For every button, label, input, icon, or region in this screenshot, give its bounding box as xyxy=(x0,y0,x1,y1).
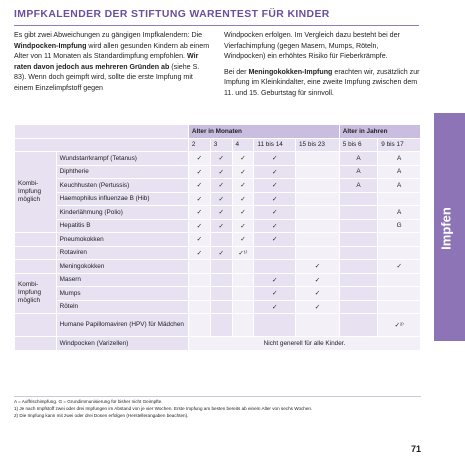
intro-text-r2c: erachten wir, zusätzlich zur Impfung im Kleinkindalter, eine zweite Impfung zwischen dem 11. und 15. Geburtstag für sinnvoll. xyxy=(224,67,420,97)
vaccine-name: Wundstarrkrampf (Tetanus) xyxy=(57,152,188,165)
schedule-cell xyxy=(340,287,378,300)
schedule-cell: ✓ xyxy=(189,193,210,206)
vaccine-name: Hepatitis B xyxy=(57,220,188,233)
schedule-cell: ✓ xyxy=(233,206,254,219)
schedule-cell: G xyxy=(378,220,420,233)
schedule-cell: ✓ xyxy=(189,179,210,192)
schedule-cell xyxy=(296,179,339,192)
vaccine-name: Keuchhusten (Pertussis) xyxy=(57,179,188,192)
footnote-legend: A = Auffrischimpfung. G = Grundimmunisierung für bisher nicht Geimpfte. xyxy=(14,399,163,404)
intro-paragraph-right-1: Windpocken erfolgen. Im Vergleich dazu besteht bei der Vierfachimpfung (gegen Masern, Mumps, Röteln, Windpocken) ein erhöhtes Risiko für Fieberkrämpfe. xyxy=(224,31,400,61)
header-blank xyxy=(15,125,188,138)
schedule-cell xyxy=(189,301,210,314)
schedule-cell xyxy=(211,314,232,336)
schedule-cell xyxy=(378,274,420,287)
schedule-cell: A xyxy=(378,166,420,179)
schedule-cell xyxy=(378,247,420,260)
schedule-cell: ✓ xyxy=(189,206,210,219)
schedule-cell xyxy=(378,233,420,246)
schedule-cell: ✓ xyxy=(189,220,210,233)
schedule-cell xyxy=(233,314,254,336)
schedule-cell: ✓ xyxy=(254,193,295,206)
schedule-cell: ✓ xyxy=(296,274,339,287)
schedule-cell: ✓ xyxy=(211,220,232,233)
schedule-cell xyxy=(340,301,378,314)
schedule-cell: ✓ xyxy=(233,220,254,233)
schedule-cell xyxy=(340,193,378,206)
schedule-cell: ✓ xyxy=(233,233,254,246)
page-number: 71 xyxy=(410,444,421,454)
schedule-cell xyxy=(254,314,295,336)
schedule-cell xyxy=(211,260,232,273)
schedule-cell: ✓ xyxy=(211,179,232,192)
group-blank xyxy=(15,314,56,336)
schedule-cell: A xyxy=(340,179,378,192)
vaccine-name: Rotaviren xyxy=(57,247,188,260)
table-row xyxy=(15,179,420,192)
col-header: 2 xyxy=(189,139,210,152)
table-row xyxy=(15,206,420,219)
schedule-cell xyxy=(340,233,378,246)
schedule-cell: ✓ xyxy=(254,166,295,179)
table-row xyxy=(15,337,420,350)
group-blank xyxy=(15,337,56,350)
schedule-cell: ✓ xyxy=(296,287,339,300)
schedule-cell: ✓ xyxy=(296,260,339,273)
schedule-cell: ✓ xyxy=(254,206,295,219)
schedule-cell: A xyxy=(340,152,378,165)
schedule-cell xyxy=(233,301,254,314)
schedule-cell xyxy=(233,260,254,273)
schedule-cell: ✓ xyxy=(296,301,339,314)
schedule-cell xyxy=(211,301,232,314)
subheader-blank xyxy=(15,139,188,152)
schedule-cell: A xyxy=(378,152,420,165)
table-row xyxy=(15,301,420,314)
table-row xyxy=(15,233,420,246)
group-blank xyxy=(15,260,56,273)
schedule-cell: ✓ xyxy=(233,152,254,165)
group-blank xyxy=(15,247,56,260)
col-header: 5 bis 6 xyxy=(340,139,378,152)
schedule-cell: ✓ xyxy=(254,301,295,314)
table-row xyxy=(15,274,420,287)
intro-paragraph-right-2 xyxy=(224,67,420,99)
footnote-rule xyxy=(14,396,421,397)
schedule-cell: A xyxy=(340,166,378,179)
col-header: 15 bis 23 xyxy=(296,139,339,152)
schedule-cell xyxy=(340,247,378,260)
vaccine-name: Pneumokokken xyxy=(57,233,188,246)
vaccine-name: Masern xyxy=(57,274,188,287)
schedule-cell xyxy=(296,233,339,246)
schedule-cell xyxy=(340,206,378,219)
vaccine-name: Diphtherie xyxy=(57,166,188,179)
schedule-cell xyxy=(296,314,339,336)
title-rule xyxy=(14,25,419,26)
intro-text-b: Windpocken-Impfung xyxy=(14,41,87,50)
schedule-cell: ✓ xyxy=(211,166,232,179)
schedule-cell: ✓ xyxy=(254,179,295,192)
schedule-cell: ✓ xyxy=(189,247,210,260)
intro-text-d: Wir raten davon jedoch aus mehreren Gründen ab xyxy=(14,52,199,71)
footnote-2: 2) Die Impfung kann mit zwei oder drei Dosen erfolgen (Herstellerangaben beachten). xyxy=(14,413,189,419)
schedule-cell xyxy=(189,260,210,273)
vaccine-note: Nicht generell für alle Kinder. xyxy=(189,337,420,350)
vaccine-name: Haemophilus influenzae B (Hib) xyxy=(57,193,188,206)
schedule-cell: ✓ xyxy=(211,247,232,260)
table-row xyxy=(15,247,420,260)
schedule-cell xyxy=(378,193,420,206)
schedule-cell: ✓ xyxy=(211,152,232,165)
table-row xyxy=(15,220,420,233)
intro-text-r2b: Meningokokken-Impfung xyxy=(248,67,333,76)
schedule-cell: ✓ xyxy=(189,152,210,165)
group-blank xyxy=(15,233,56,246)
schedule-cell xyxy=(340,314,378,336)
schedule-cell xyxy=(189,274,210,287)
schedule-cell xyxy=(340,260,378,273)
page-title: IMPFKALENDER DER STIFTUNG WARENTEST FÜR KINDER xyxy=(14,9,330,20)
intro-text-a: Es gibt zwei Abweichungen zu gängigen Impfkalendern: Die xyxy=(14,31,203,39)
schedule-cell: ✓ xyxy=(189,166,210,179)
group-label: Kombi-Impfung möglich xyxy=(15,152,56,232)
schedule-cell xyxy=(340,220,378,233)
header-months: Alter in Monaten xyxy=(189,125,339,138)
vaccination-table xyxy=(14,124,421,351)
schedule-cell xyxy=(296,152,339,165)
table-row xyxy=(15,193,420,206)
table-row xyxy=(15,287,420,300)
schedule-cell: ✓ xyxy=(254,233,295,246)
schedule-cell xyxy=(296,220,339,233)
schedule-cell xyxy=(233,274,254,287)
vaccine-name: Röteln xyxy=(57,301,188,314)
schedule-cell: ✓ xyxy=(254,274,295,287)
schedule-cell xyxy=(189,314,210,336)
schedule-cell: ✓ xyxy=(211,193,232,206)
schedule-cell xyxy=(233,287,254,300)
vaccine-name: Windpocken (Varizellen) xyxy=(57,337,188,350)
table-row xyxy=(15,152,420,165)
vaccine-name: Humane Papillomaviren (HPV) für Mädchen xyxy=(57,314,188,336)
schedule-cell xyxy=(340,274,378,287)
schedule-cell: ✓ xyxy=(254,152,295,165)
col-header: 9 bis 17 xyxy=(378,139,420,152)
schedule-cell xyxy=(211,287,232,300)
schedule-cell: ✓ xyxy=(254,220,295,233)
schedule-cell: ✓ xyxy=(233,193,254,206)
group-label: Kombi-Impfung möglich xyxy=(15,274,56,314)
schedule-cell: ✓²⁾ xyxy=(378,314,420,336)
section-side-tab-label: Impfen xyxy=(438,207,454,250)
intro-right-column xyxy=(224,30,420,104)
schedule-cell xyxy=(254,247,295,260)
col-header: 11 bis 14 xyxy=(254,139,295,152)
intro-text-r2a: Bei der xyxy=(224,67,249,76)
schedule-cell xyxy=(296,166,339,179)
schedule-cell: ✓ xyxy=(233,179,254,192)
schedule-cell xyxy=(296,206,339,219)
schedule-cell xyxy=(211,233,232,246)
schedule-cell xyxy=(378,301,420,314)
schedule-cell: ✓ xyxy=(189,233,210,246)
schedule-cell: A xyxy=(378,179,420,192)
col-header: 3 xyxy=(211,139,232,152)
footnotes xyxy=(14,398,421,420)
schedule-cell: A xyxy=(378,206,420,219)
header-years: Alter in Jahren xyxy=(340,125,420,138)
schedule-cell xyxy=(296,193,339,206)
col-header: 4 xyxy=(233,139,254,152)
schedule-cell xyxy=(189,287,210,300)
footnote-1: 1) Je nach Impfstoff zwei oder drei Impfungen im Abstand von je vier Wochen. Erste Impfung am besten bereits ab einem Alter von sechs Wochen. xyxy=(14,406,313,412)
schedule-cell xyxy=(296,247,339,260)
vaccine-name: Meningokokken xyxy=(57,260,188,273)
intro-paragraph-left xyxy=(14,30,210,94)
schedule-cell xyxy=(378,287,420,300)
vaccine-name: Mumps xyxy=(57,287,188,300)
intro-text-e: (siehe S. 83). Wenn doch geimpft wird, sollte die erste Impfung mit einem Einzelimpfstoff gegen xyxy=(14,62,200,92)
vaccine-name: Kinderlähmung (Polio) xyxy=(57,206,188,219)
table-row xyxy=(15,166,420,179)
schedule-cell: ✓ xyxy=(254,287,295,300)
table-row xyxy=(15,260,420,273)
intro-text-c: wird allen gesunden Kindern ab einem Alter von 11 Monaten als Standardimpfung empfohlen. xyxy=(14,41,210,61)
schedule-cell: ✓ xyxy=(233,166,254,179)
schedule-cell: ✓ xyxy=(211,206,232,219)
schedule-cell: ✓ xyxy=(378,260,420,273)
table-row xyxy=(15,314,420,336)
intro-left-column xyxy=(14,30,210,99)
schedule-cell xyxy=(211,274,232,287)
schedule-cell: ✓¹⁾ xyxy=(233,247,254,260)
schedule-cell xyxy=(254,260,295,273)
